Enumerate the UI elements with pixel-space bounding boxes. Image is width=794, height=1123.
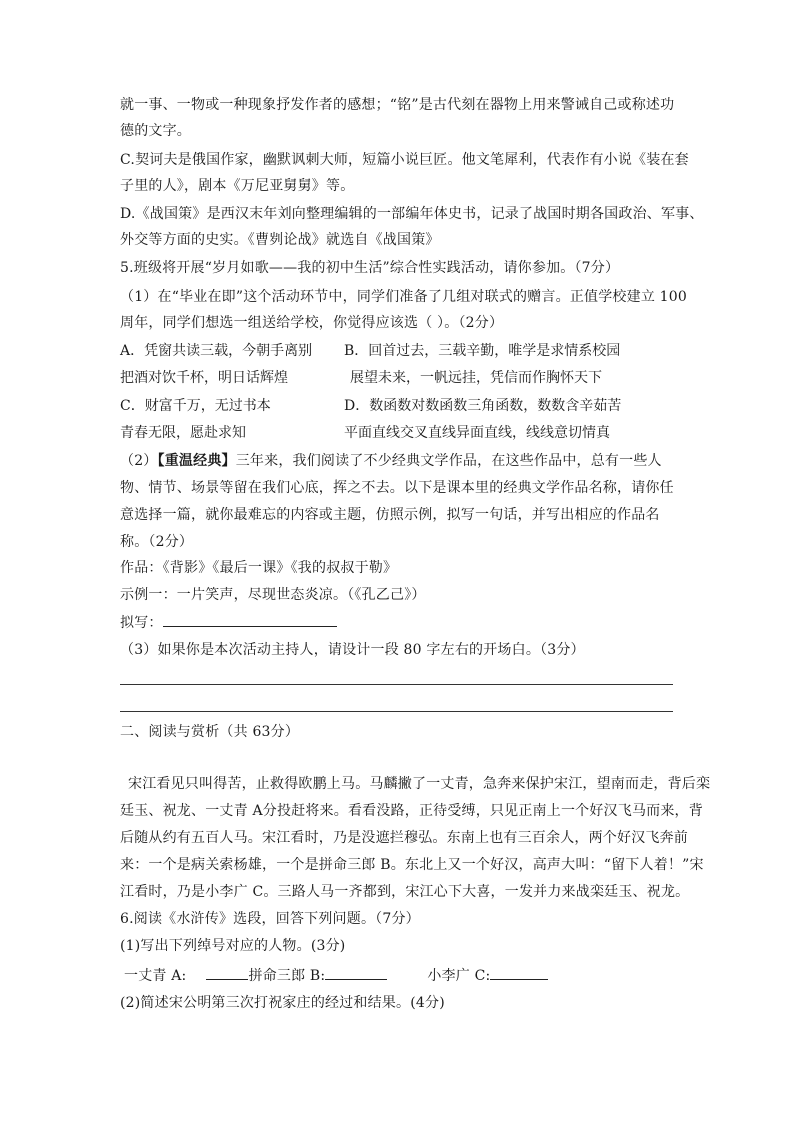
passage-line-4: 来：一个是病关索杨雄，一个是拼命三郎 B。东北上又一个好汉，高声大叫：“留下人着！”宋 [120,857,704,873]
fill-blank-c[interactable] [490,965,548,980]
answer-line-2[interactable] [120,711,673,712]
choice-a-line-2: 把酒对饮千杯，明日话辉煌 [120,370,288,386]
q5-sub1-line-2: 周年，同学们想选一组送给学校，你觉得应该选（ ）。（2分） [120,315,504,331]
passage-line-5: 江看时，乃是小李广 C。三路人马一齐都到，宋江心下大喜，一发并力来战栾廷玉、祝龙。 [120,884,690,900]
passage-line-3: 后随从约有五百人马。宋江看时，乃是没遮拦穆弘。东南上也有三百余人，两个好汉飞奔前 [120,830,688,846]
draft-line [120,612,680,633]
choice-d-line-1: D．数函数对数函数三角函数，数数含辛茹苦 [344,398,622,414]
intro-line-1: 就一事、一物或一种现象抒发作者的感想；“铭”是古代刻在器物上用来警诫自己或称述功 [120,97,675,113]
fill-label-c: 小李广 C: [427,968,491,984]
fill-label-a: 一丈青 A: [124,968,187,984]
q5-sub2-prefix: （2） [120,453,158,469]
q5-sub2-line-1 [120,451,680,471]
works-list: 作品：《背影》《最后一课》《我的叔叔于勒》 [120,560,398,576]
option-c-line-1: C.契诃夫是俄国作家，幽默讽刺大师，短篇小说巨匠。他文笔犀利，代表作有小说《装在套 [120,152,689,168]
q5-sub2-line-4: 称。（2分） [120,534,194,550]
question-5-title: 5.班级将开展“岁月如歌——我的初中生活”综合性实践活动，请你参加。（7分） [120,260,620,276]
option-c-line-2: 子里的人》，剧本《万尼亚舅舅》等。 [120,178,355,194]
option-d-line-2: 外交等方面的史实。《曹刿论战》就选自《战国策》 [120,232,440,248]
q5-sub2-line-3: 意选择一篇，就你最难忘的内容或主题，仿照示例，拟写一句话，并写出相应的作品名 [120,507,660,523]
fill-blank-a[interactable] [206,965,248,980]
q6-fill-row [124,965,684,986]
draft-label: 拟写： [120,615,163,631]
q5-sub2-line-2: 物、情节、场景等留在我们心底，挥之不去。以下是课本里的经典文学作品名称，请你任 [120,480,674,496]
option-d-line-1: D.《战国策》是西汉末年刘向整理编辑的一部编年体史书，记录了战国时期各国政治、军事、 [120,206,704,222]
intro-line-2: 德的文字。 [120,123,191,139]
choice-b-line-1: B．回首过去，三载辛勤，唯学是求情系校园 [344,343,621,359]
q5-sub1-line-1: （1）在“毕业在即”这个活动环节中，同学们准备了几组对联式的赠言。正值学校建立 100 [120,289,687,305]
q5-sub3: （3）如果你是本次活动主持人，请设计一段 80 字左右的开场白。（3分） [120,642,585,658]
choice-c-line-2: 青春无限，愿赴求知 [120,425,246,441]
section-2-title: 二、阅读与赏析（共 63分） [120,724,300,740]
q6-sub2: (2)简述宋公明第三次打祝家庄的经过和结果。(4分) [120,995,445,1011]
passage-line-1: 宋江看见只叫得苦，止救得欧鹏上马。马麟撇了一丈青，急奔来保护宋江，望南而走，背后栾 [128,776,711,792]
example-line: 示例一：一片笑声，尽现世态炎凉。（《孔乙己》） [120,587,426,603]
choice-a-line-1: A．凭窗共读三载，今朝手离别 [120,343,313,359]
choice-b-line-2: 展望未来，一帆远挂，凭信而作胸怀天下 [350,370,602,386]
passage-line-2: 廷玉、祝龙、一丈青 A分投赶将来。看看没路，正待受缚，只见正南上一个好汉飞马而来，背 [120,803,703,819]
q6-sub1: (1)写出下列绰号对应的人物。(3分) [120,938,346,954]
question-6-title: 6.阅读《水浒传》选段，回答下列问题。（7分） [120,911,420,927]
fill-label-b: 拼命三郎 B: [248,968,326,984]
choice-d-line-2: 平面直线交叉直线异面直线，线线意切情真 [344,425,610,441]
q5-sub2-heading: 【重温经典】 [157,453,236,469]
q5-sub2-text: 三年来，我们阅读了不少经典文学作品，在这些作品中，总有一些人 [235,453,662,469]
draft-answer-blank[interactable] [163,612,337,627]
fill-blank-b[interactable] [325,965,387,980]
answer-line-1[interactable] [120,684,673,685]
choice-c-line-1: C．财富千万，无过书本 [120,398,271,414]
